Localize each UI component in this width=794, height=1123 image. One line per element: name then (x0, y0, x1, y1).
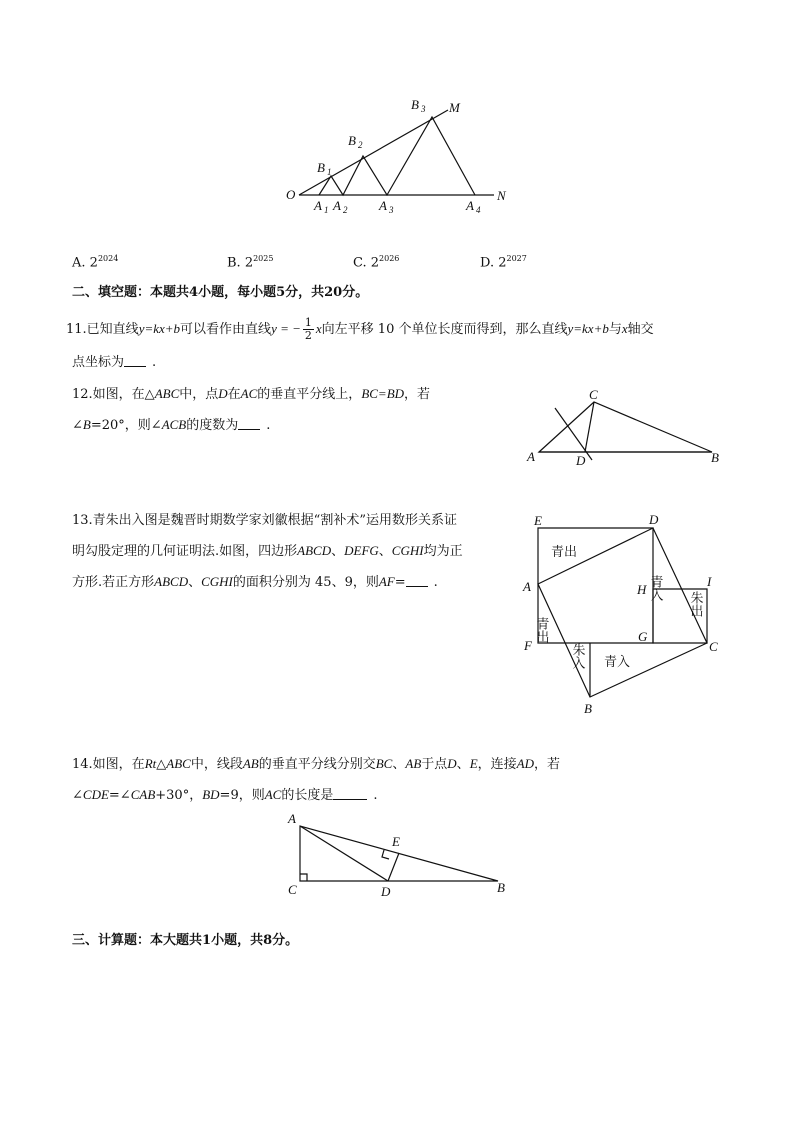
option-d: D. $2^{2027}$ (480, 254, 527, 271)
label-e: E (392, 834, 400, 849)
label-g: G (638, 629, 648, 644)
svg-text:1: 1 (327, 167, 332, 177)
label-h: H (637, 582, 647, 597)
label-qingru-bottom: 青入 (604, 655, 631, 670)
label-zhuru: 朱入 (569, 643, 585, 669)
segment-de (388, 853, 399, 881)
label-b: B (584, 701, 592, 716)
question-11-line1: 11.已知直线y=kx+b可以看作由直线y = − $\frac{1}{2}$ x向左平移 10 个单位长度而得到，那么直线y=kx+b与x轴交 (66, 316, 654, 342)
label-c: C (709, 639, 718, 654)
label-b: B (497, 880, 505, 895)
question-14-line1: 14.如图，在Rt△ABC中，线段AB的垂直平分线分别交BC、AB于点D、E，连接AD，若 (72, 756, 561, 772)
right-angle-c (300, 874, 307, 881)
label-b1: B (317, 160, 325, 175)
svg-text:3: 3 (389, 205, 394, 215)
label-a: A (527, 449, 535, 464)
label-a4: A (466, 198, 474, 213)
label-b3: B (411, 97, 419, 112)
label-b: B (711, 450, 719, 465)
label-m: M (449, 100, 460, 115)
option-a: A. $2^{2024}$ (72, 254, 119, 271)
svg-text:2: 2 (358, 140, 363, 150)
svg-text:3: 3 (421, 104, 426, 114)
question-13-line3: 方形.若正方形ABCD、CGHI的面积分别为 45、9，则AF= . (72, 574, 438, 590)
label-a3: A (379, 198, 387, 213)
label-o: O (286, 187, 296, 202)
label-d: D (649, 512, 659, 527)
label-d: D (576, 453, 586, 468)
label-b2: B (348, 133, 356, 148)
option-c: C. $2^{2026}$ (353, 254, 400, 271)
question-14-line2: ∠CDE=∠CAB+30°，BD=9，则AC的长度是 . (72, 787, 378, 803)
label-i: I (707, 574, 712, 589)
label-a: A (523, 579, 531, 594)
label-c: C (589, 387, 598, 402)
label-a2: A (333, 198, 341, 213)
label-qingchu-side: 青出 (533, 617, 549, 643)
label-a: A (288, 811, 296, 826)
svg-text:1: 1 (324, 205, 329, 215)
label-qingchu-top: 青出 (551, 545, 578, 560)
label-zhuchu: 朱出 (687, 591, 703, 617)
label-c: C (288, 882, 297, 897)
section-heading-fill-blank: 二、填空题：本题共4小题，每小题5分，共20分。 (72, 285, 369, 300)
question-12-line2: ∠B=20°，则∠ACB的度数为 . (72, 417, 271, 433)
question-13-line2: 明勾股定理的几何证明法.如图，四边形ABCD、DEFG、CGHI均为正 (72, 543, 463, 559)
segment-ad (300, 826, 388, 881)
question-12-line1: 12.如图，在△ABC中，点D在AC的垂直平分线上，BC=BD，若 (72, 386, 431, 402)
right-angle-e (382, 850, 389, 859)
svg-text:4: 4 (476, 205, 481, 215)
label-a1: A (314, 198, 322, 213)
label-e: E (534, 513, 542, 528)
label-qingru-side: 青入 (647, 575, 663, 601)
label-f: F (524, 638, 532, 653)
label-n: N (497, 188, 506, 203)
question-13-line1: 13.青朱出入图是魏晋时期数学家刘徽根据“割补术”运用数形关系证 (72, 513, 457, 528)
fraction-one-half: $\frac{1}{2}$ (304, 316, 312, 342)
label-d: D (381, 884, 391, 899)
svg-text:2: 2 (343, 205, 348, 215)
option-b: B. $2^{2025}$ (227, 254, 274, 271)
question-11-line2: 点坐标为 . (72, 355, 157, 370)
section-heading-calculation: 三、计算题：本大题共1小题，共8分。 (72, 933, 299, 948)
